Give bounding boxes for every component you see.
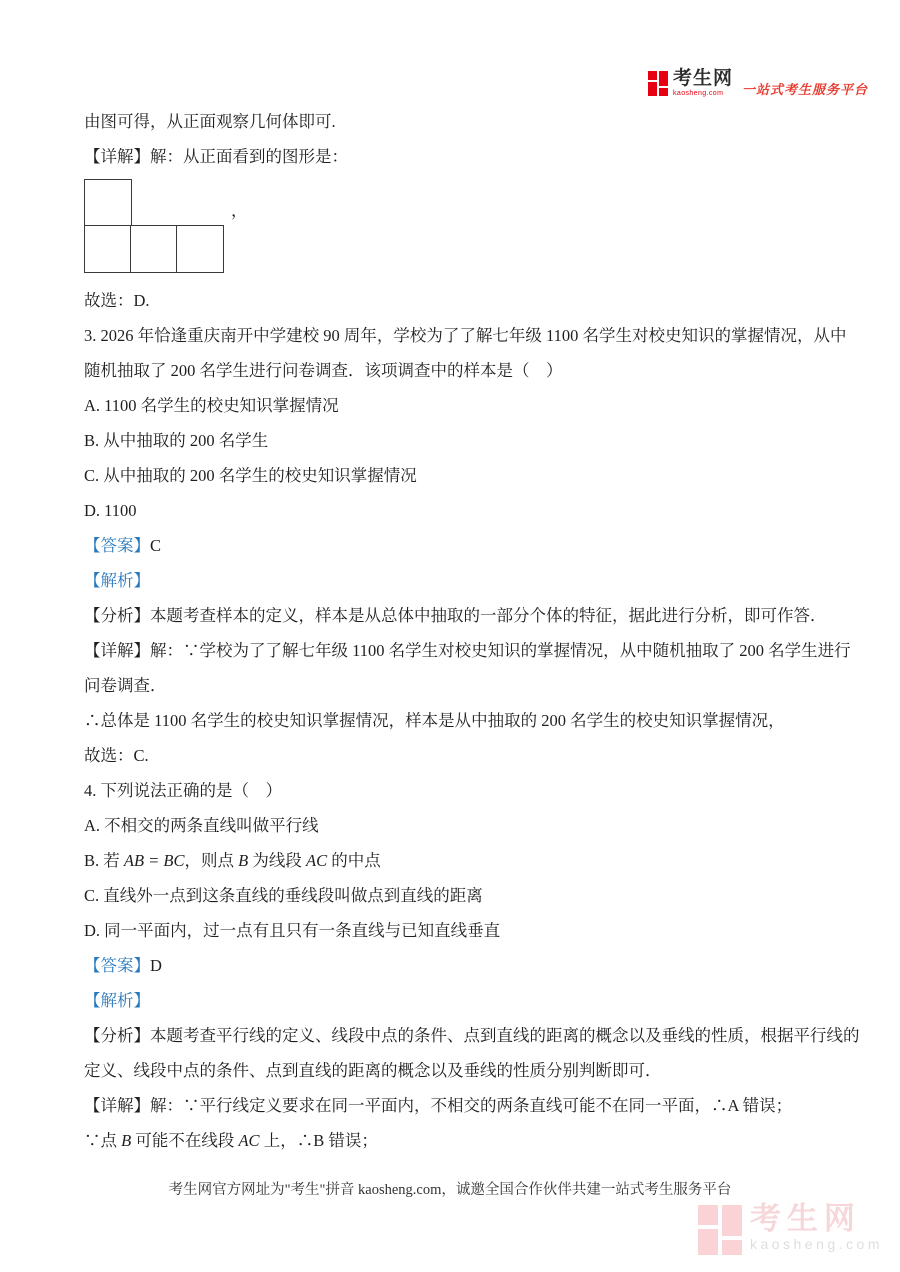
- logo-block: [659, 71, 668, 86]
- text-segment: 为线段: [248, 851, 306, 870]
- watermark-brand-name: 考生网: [749, 1201, 861, 1236]
- figure-square: [84, 225, 132, 273]
- watermark-block: [722, 1205, 742, 1236]
- text-segment: B. 从中抽取的 200 名学生: [84, 431, 269, 450]
- text-segment: C: [150, 536, 162, 555]
- text-segment: ∴总体是 1100 名学生的校史知识掌握情况，样本是从中抽取的 200 名学生的校史知识掌握情况，: [84, 711, 785, 730]
- header-logo: [648, 69, 868, 98]
- document-line: [0, 423, 900, 458]
- document-line: [0, 139, 900, 174]
- document-body: [0, 104, 900, 1158]
- watermark-text-group: [750, 1203, 883, 1251]
- document-line: [0, 1018, 900, 1053]
- text-segment: 可能不在线段: [131, 1131, 239, 1150]
- figure-square: [84, 179, 132, 227]
- text-segment: 随机抽取了 200 名学生进行问卷调查．该项调查中的样本是（ ）: [84, 361, 563, 380]
- math-expression: AB = BC: [123, 851, 185, 870]
- section-label: 【解析】: [84, 991, 150, 1010]
- text-segment: 【详解】解：∵学校为了了解七年级 1100 名学生对校史知识的掌握情况，从中随机抽取了 200 名学生进行: [84, 641, 851, 660]
- text-segment: B. 若: [84, 851, 124, 870]
- text-segment: 定义、线段中点的条件、点到直线的距离的概念以及垂线的性质分别判断即可．: [84, 1061, 662, 1080]
- text-segment: 3. 2026 年恰逢重庆南开中学建校 90 周年，学校为了了解七年级 1100 名学生对校史知识的掌握情况，从中: [84, 326, 847, 345]
- logo-text-group: [673, 69, 733, 97]
- text-segment: 故选：C.: [84, 746, 149, 765]
- text-segment: 【详解】解：从正面看到的图形是：: [84, 147, 348, 166]
- section-label: 【解析】: [84, 571, 150, 590]
- text-segment: D. 同一平面内，过一点有且只有一条直线与已知直线垂直: [84, 921, 501, 940]
- squares-figure: [84, 179, 334, 272]
- document-line: [0, 948, 900, 983]
- text-segment: 【详解】解：∵平行线定义要求在同一平面内，不相交的两条直线可能不在同一平面，∴A 错误；: [84, 1096, 793, 1115]
- logo-block: [648, 82, 657, 96]
- text-segment: 由图可得，从正面观察几何体即可.: [84, 112, 336, 131]
- document-line: [0, 493, 900, 528]
- document-line: [0, 703, 900, 738]
- text-segment: A. 1100 名学生的校史知识掌握情况: [84, 396, 339, 415]
- math-expression: AC: [238, 1131, 260, 1150]
- section-label: 【答案】: [84, 956, 150, 975]
- text-segment: A. 不相交的两条直线叫做平行线: [84, 816, 319, 835]
- text-segment: 4. 下列说法正确的是（ ）: [84, 781, 282, 800]
- logo-block: [659, 88, 668, 96]
- kaosheng-logo-icon: [648, 71, 668, 96]
- document-line: [0, 808, 900, 843]
- math-expression: B: [121, 1131, 132, 1150]
- figure-trailing-comma: ，: [231, 201, 248, 220]
- text-segment: 问卷调查．: [84, 676, 167, 695]
- text-segment: ，则点: [184, 851, 239, 870]
- document-line: [0, 353, 900, 388]
- text-segment: 上，∴B 错误；: [259, 1131, 378, 1150]
- document-line: [0, 1053, 900, 1088]
- logo-block-column: [648, 71, 657, 96]
- document-line: [0, 388, 900, 423]
- document-line: [0, 878, 900, 913]
- section-label: 【答案】: [84, 536, 150, 555]
- watermark-domain: kaosheng.com: [749, 1236, 883, 1252]
- document-line: [0, 104, 900, 139]
- text-segment: 故选：D.: [84, 291, 150, 310]
- logo-brand-name: 考生网: [673, 68, 734, 89]
- watermark-logo-icon: [698, 1205, 742, 1255]
- document-line: [0, 283, 900, 318]
- math-expression: B: [238, 851, 249, 870]
- document-line: [0, 318, 900, 353]
- text-segment: ∵点: [84, 1131, 122, 1150]
- watermark-logo: [698, 1203, 883, 1255]
- document-line: [0, 738, 900, 773]
- footer-slogan: 考生网官方网址为"考生"拼音 kaosheng.com，诚邀全国合作伙伴共建一站式考生服务平台: [168, 1182, 732, 1198]
- watermark-block: [698, 1205, 718, 1225]
- document-line: [0, 633, 900, 668]
- text-segment: 【分析】本题考查平行线的定义、线段中点的条件、点到直线的距离的概念以及垂线的性质，根据平行线的: [84, 1026, 860, 1045]
- watermark-block-column: [722, 1205, 742, 1255]
- document-line: [0, 668, 900, 703]
- document-line: [0, 598, 900, 633]
- brand-tagline: 一站式考生服务平台: [742, 82, 869, 97]
- math-expression: AC: [306, 851, 328, 870]
- document-line: [0, 458, 900, 493]
- document-line: [0, 913, 900, 948]
- text-segment: C. 从中抽取的 200 名学生的校史知识掌握情况: [84, 466, 417, 485]
- text-segment: 的中点: [327, 851, 381, 870]
- watermark-block-column: [698, 1205, 718, 1255]
- document-line: [0, 843, 900, 878]
- document-line: [0, 1088, 900, 1123]
- figure-square: [176, 225, 224, 273]
- document-line: [0, 983, 900, 1018]
- watermark-block: [698, 1229, 718, 1255]
- logo-block: [648, 71, 657, 80]
- watermark-block: [722, 1240, 742, 1255]
- text-segment: D: [150, 956, 162, 975]
- figure-square: [130, 225, 178, 273]
- logo-domain: kaosheng.com: [673, 90, 724, 97]
- document-line: [0, 563, 900, 598]
- logo-block-column: [659, 71, 668, 96]
- document-line: [0, 528, 900, 563]
- document-line: [0, 1123, 900, 1158]
- text-segment: D. 1100: [84, 501, 137, 520]
- text-segment: C. 直线外一点到这条直线的垂线段叫做点到直线的距离: [84, 886, 483, 905]
- text-segment: 【分析】本题考查样本的定义，样本是从总体中抽取的一部分个体的特征，据此进行分析，即可作答．: [84, 606, 827, 625]
- document-line: [0, 773, 900, 808]
